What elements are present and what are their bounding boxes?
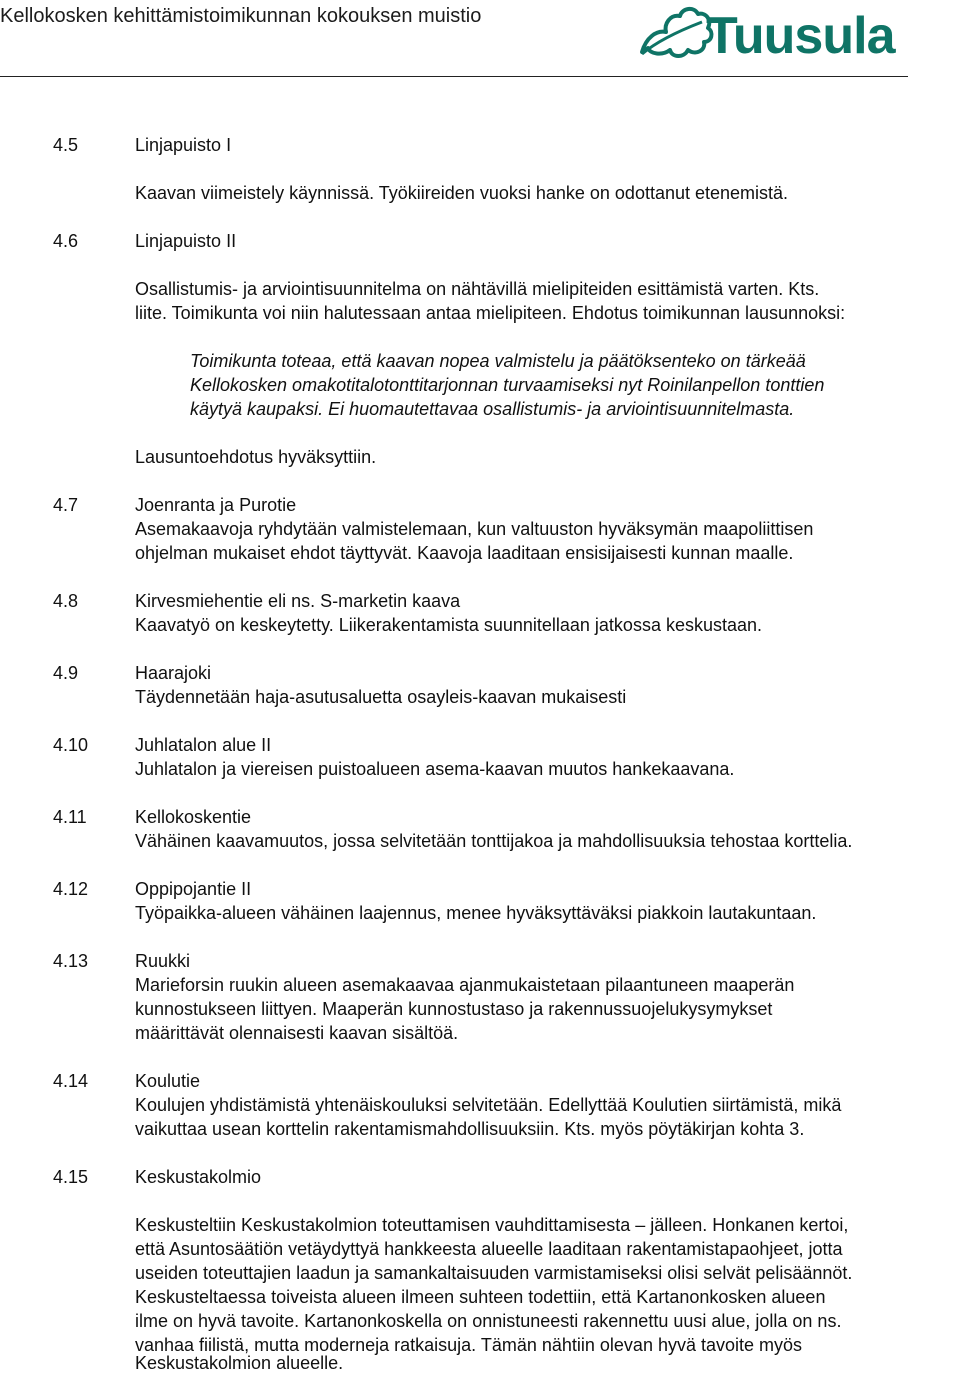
section-body-line: Marieforsin ruukin alueen asemakaavaa ajanmukaistetaan pilaantuneen maaperän [135,975,795,995]
proposed-statement-line: Toimikunta toteaa, että kaavan nopea valmistelu ja päätöksenteko on tärkeää [190,351,806,371]
section-body-line: ohjelman mukaiset ehdot täyttyvät. Kaavoja laaditaan ensisijaisesti kunnan maalle. [135,543,794,563]
section-number: 4.9 [53,663,79,683]
section-title: Koulutie [135,1071,201,1091]
section-body-line: Täydennetään haja-asutusaluetta osayleis-kaavan mukaisesti [135,687,627,707]
section-number: 4.10 [53,735,89,755]
section-body-line: Keskusteltiin Keskustakolmion toteuttamisen vauhdittamisesta – jälleen. Honkanen kertoi, [135,1215,849,1235]
section-number: 4.7 [53,495,79,515]
section-number: 4.6 [53,231,79,251]
section-body-line: määrittävät olennaisesti kaavan sisältöä. [135,1023,459,1043]
section-title: Oppipojantie II [135,879,252,899]
section-number: 4.8 [53,591,79,611]
section-body-line: Kaavatyö on keskeytetty. Liikerakentamista suunnitellaan jatkossa keskustaan. [135,615,763,635]
section-body-line: Kaavan viimeistely käynnissä. Työkiireiden vuoksi hanke on odottanut etenemistä. [135,183,789,203]
section-body-line: ilme on hyvä tavoite. Kartanonkoskella on onnistuneesti rakennettu uusi alue, jolla on ns. [135,1311,842,1331]
section-title: Linjapuisto I [135,135,232,155]
logo-wordmark: Tuusula [706,7,895,65]
section-title: Linjapuisto II [135,231,237,251]
decision-text: Lausuntoehdotus hyväksyttiin. [135,447,377,467]
section-number: 4.5 [53,135,79,155]
section-body-line: Työpaikka-alueen vähäinen laajennus, menee hyväksyttäväksi piakkoin lautakuntaan. [135,903,817,923]
section-number: 4.13 [53,951,89,971]
section-title: Haarajoki [135,663,212,683]
section-body-line: Osallistumis- ja arviointisuunnitelma on nähtävillä mielipiteiden esittämistä varten. Kts. [135,279,820,299]
header-divider [0,76,908,77]
section-body-line: Vähäinen kaavamuutos, jossa selvitetään tonttijakoa ja mahdollisuuksia tehostaa korttelia. [135,831,853,851]
proposed-statement-line: käytyä kaupaksi. Ei huomautettavaa osallistumis- ja arviointisuunnitelmasta. [190,399,795,419]
section-number: 4.11 [53,807,87,827]
section-title: Kellokoskentie [135,807,252,827]
section-body-line: Koulujen yhdistämistä yhtenäiskouluksi selvitetään. Edellyttää Koulutien siirtämistä, mikä [135,1095,842,1115]
section-body-line: Asemakaavoja ryhdytään valmistelemaan, kun valtuuston hyväksymän maapoliittisen [135,519,814,539]
section-body-line: vaikuttaa usean korttelin rakentamismahdollisuuksiin. Kts. myös pöytäkirjan kohta 3. [135,1119,805,1139]
section-number: 4.14 [53,1071,89,1091]
section-title: Juhlatalon alue II [135,735,272,755]
section-number: 4.15 [53,1167,89,1187]
section-title: Kirvesmiehentie eli ns. S-marketin kaava [135,591,461,611]
section-title: Keskustakolmio [135,1167,262,1187]
section-body-line: Keskustakolmion alueelle. [135,1353,344,1373]
section-number: 4.12 [53,879,89,899]
section-body-line: Keskusteltaessa toiveista alueen ilmeen suhteen todettiin, että Kartanonkosken alueen [135,1287,826,1307]
document-header-title: Kellokosken kehittämistoimikunnan kokouksen muistio [0,5,482,27]
section-body-line: useiden toteuttajien laadun ja samankaltaisuuden varmistamiseksi olisi selvät pelisäännöt. [135,1263,853,1283]
oak-leaf-icon [636,2,716,62]
section-body-line: että Asuntosäätiön vetäydyttyä hankkeesta alueelle laaditaan rakentamistapaohjeet, jotta [135,1239,843,1259]
section-body-line: liite. Toimikunta voi niin halutessaan antaa mielipiteen. Ehdotus toimikunnan lausunnoksi: [135,303,846,323]
tuusula-logo [636,2,960,64]
proposed-statement-line: Kellokosken omakotitalotonttitarjonnan turvaamiseksi nyt Roinilanpellon tonttien [190,375,825,395]
section-title: Ruukki [135,951,191,971]
section-body-line: Juhlatalon ja viereisen puistoalueen asema-kaavan muutos hankekaavana. [135,759,735,779]
section-body-line: vanhaa fiilistä, mutta moderneja ratkaisuja. Tämän nähtiin olevan hyvä tavoite myös [135,1335,803,1355]
section-body-line: kunnostukseen liittyen. Maaperän kunnostustaso ja rakennussuojelukysymykset [135,999,773,1019]
section-title: Joenranta ja Purotie [135,495,297,515]
